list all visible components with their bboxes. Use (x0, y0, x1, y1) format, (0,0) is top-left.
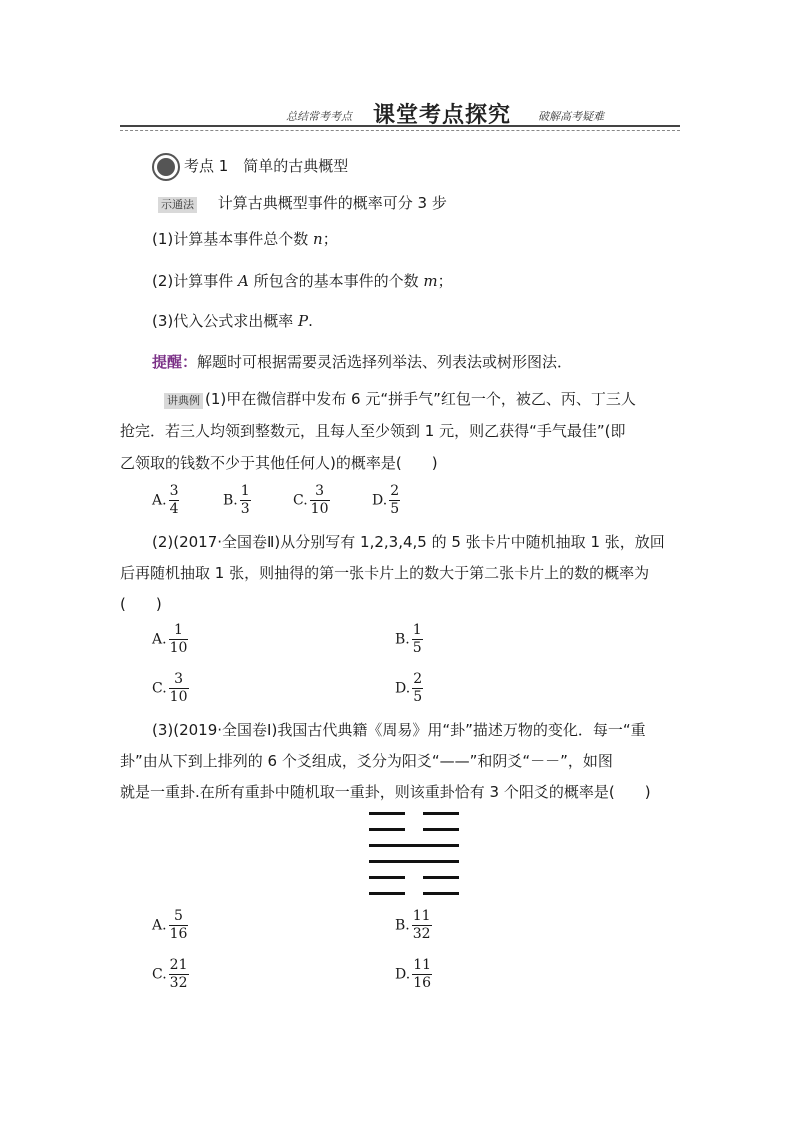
q2-line-2: 后再随机抽取 1 张，则抽得的第一张卡片上的数大于第二张卡片上的数的概率为 (120, 564, 650, 582)
hexagram-yin-line-segment (423, 876, 459, 879)
method-tag: 示通法 (158, 197, 197, 213)
q3-option-c: C. $\frac{21}{32}$ (152, 957, 188, 991)
header-left-caption: 总结常考考点 (286, 110, 352, 123)
q2-option-a: A. $\frac{1}{10}$ (152, 622, 188, 656)
hexagram-yin-line-segment (369, 828, 405, 831)
q2-option-b: B. $\frac{1}{5}$ (395, 622, 422, 656)
hexagram-yin-line-segment (369, 812, 405, 815)
method-text: 计算古典概型事件的概率可分 3 步 (217, 194, 447, 212)
q3-line-3: 就是一重卦.在所有重卦中随机取一重卦，则该重卦恰有 3 个阳爻的概率是( ) (120, 783, 651, 801)
q1-option-c: C. $\frac{3}{10}$ (293, 483, 329, 517)
q2-line-1: (2)(2017·全国卷Ⅱ)从分别写有 1,2,3,4,5 的 5 张卡片中随机抽取 1 张，放回 (152, 533, 665, 551)
q3-line-2: 卦”由从下到上排列的 6 个爻组成，爻分为阳爻“——”和阴爻“－－”，如图 (120, 752, 613, 770)
q1-option-a: A. $\frac{3}{4}$ (152, 483, 179, 517)
q3-option-d: D. $\frac{11}{16}$ (395, 957, 432, 991)
page-title: 课堂考点探究 (373, 103, 512, 128)
q1-line-2: 抢完．若三人均领到整数元，且每人至少领到 1 元，则乙获得“手气最佳”(即 (120, 422, 626, 440)
section-badge-icon (152, 153, 180, 181)
hexagram-figure (369, 812, 459, 894)
hexagram-yin-line-segment (369, 876, 405, 879)
hexagram-yang-line (369, 860, 459, 863)
hexagram-yin-line-segment (423, 812, 459, 815)
hexagram-yin-line-segment (423, 892, 459, 895)
hexagram-yin-line-segment (369, 892, 405, 895)
q1-line-1: 讲典例 (1)甲在微信群中发布 6 元“拼手气”红包一个，被乙、丙、丁三人 (164, 388, 636, 410)
tip-label: 提醒： (152, 353, 198, 371)
step-2: (2)计算事件 A 所包含的基本事件的个数 m； (152, 272, 453, 290)
q3-option-a: A. $\frac{5}{16}$ (152, 908, 188, 942)
header-rule (120, 125, 680, 127)
q1-line-3: 乙领取的钱数不少于其他任何人)的概率是( ) (120, 454, 438, 472)
hexagram-yang-line (369, 844, 459, 847)
method-line (158, 192, 447, 214)
header-right-caption: 破解高考疑难 (538, 110, 604, 123)
example-tag: 讲典例 (164, 393, 203, 409)
q1-option-b: B. $\frac{1}{3}$ (223, 483, 250, 517)
q1-option-d: D. $\frac{2}{5}$ (372, 483, 400, 517)
tip-line (152, 351, 572, 373)
tip-text: 解题时可根据需要灵活选择列举法、列表法或树形图法． (197, 353, 573, 371)
q3-line-1: (3)(2019·全国卷Ⅰ)我国古代典籍《周易》用“卦”描述万物的变化．每一“重 (152, 721, 646, 739)
step-3: (3)代入公式求出概率 P. (152, 312, 313, 330)
q2-option-c: C. $\frac{3}{10}$ (152, 671, 188, 705)
hexagram-yin-line-segment (423, 828, 459, 831)
q2-line-3: ( ) (120, 595, 162, 613)
section-heading: 考点 1 简单的古典概型 (184, 157, 349, 175)
header-dashed-rule (120, 130, 680, 131)
q2-option-d: D. $\frac{2}{5}$ (395, 671, 423, 705)
q3-option-b: B. $\frac{11}{32}$ (395, 908, 431, 942)
step-1: (1)计算基本事件总个数 n； (152, 230, 338, 248)
